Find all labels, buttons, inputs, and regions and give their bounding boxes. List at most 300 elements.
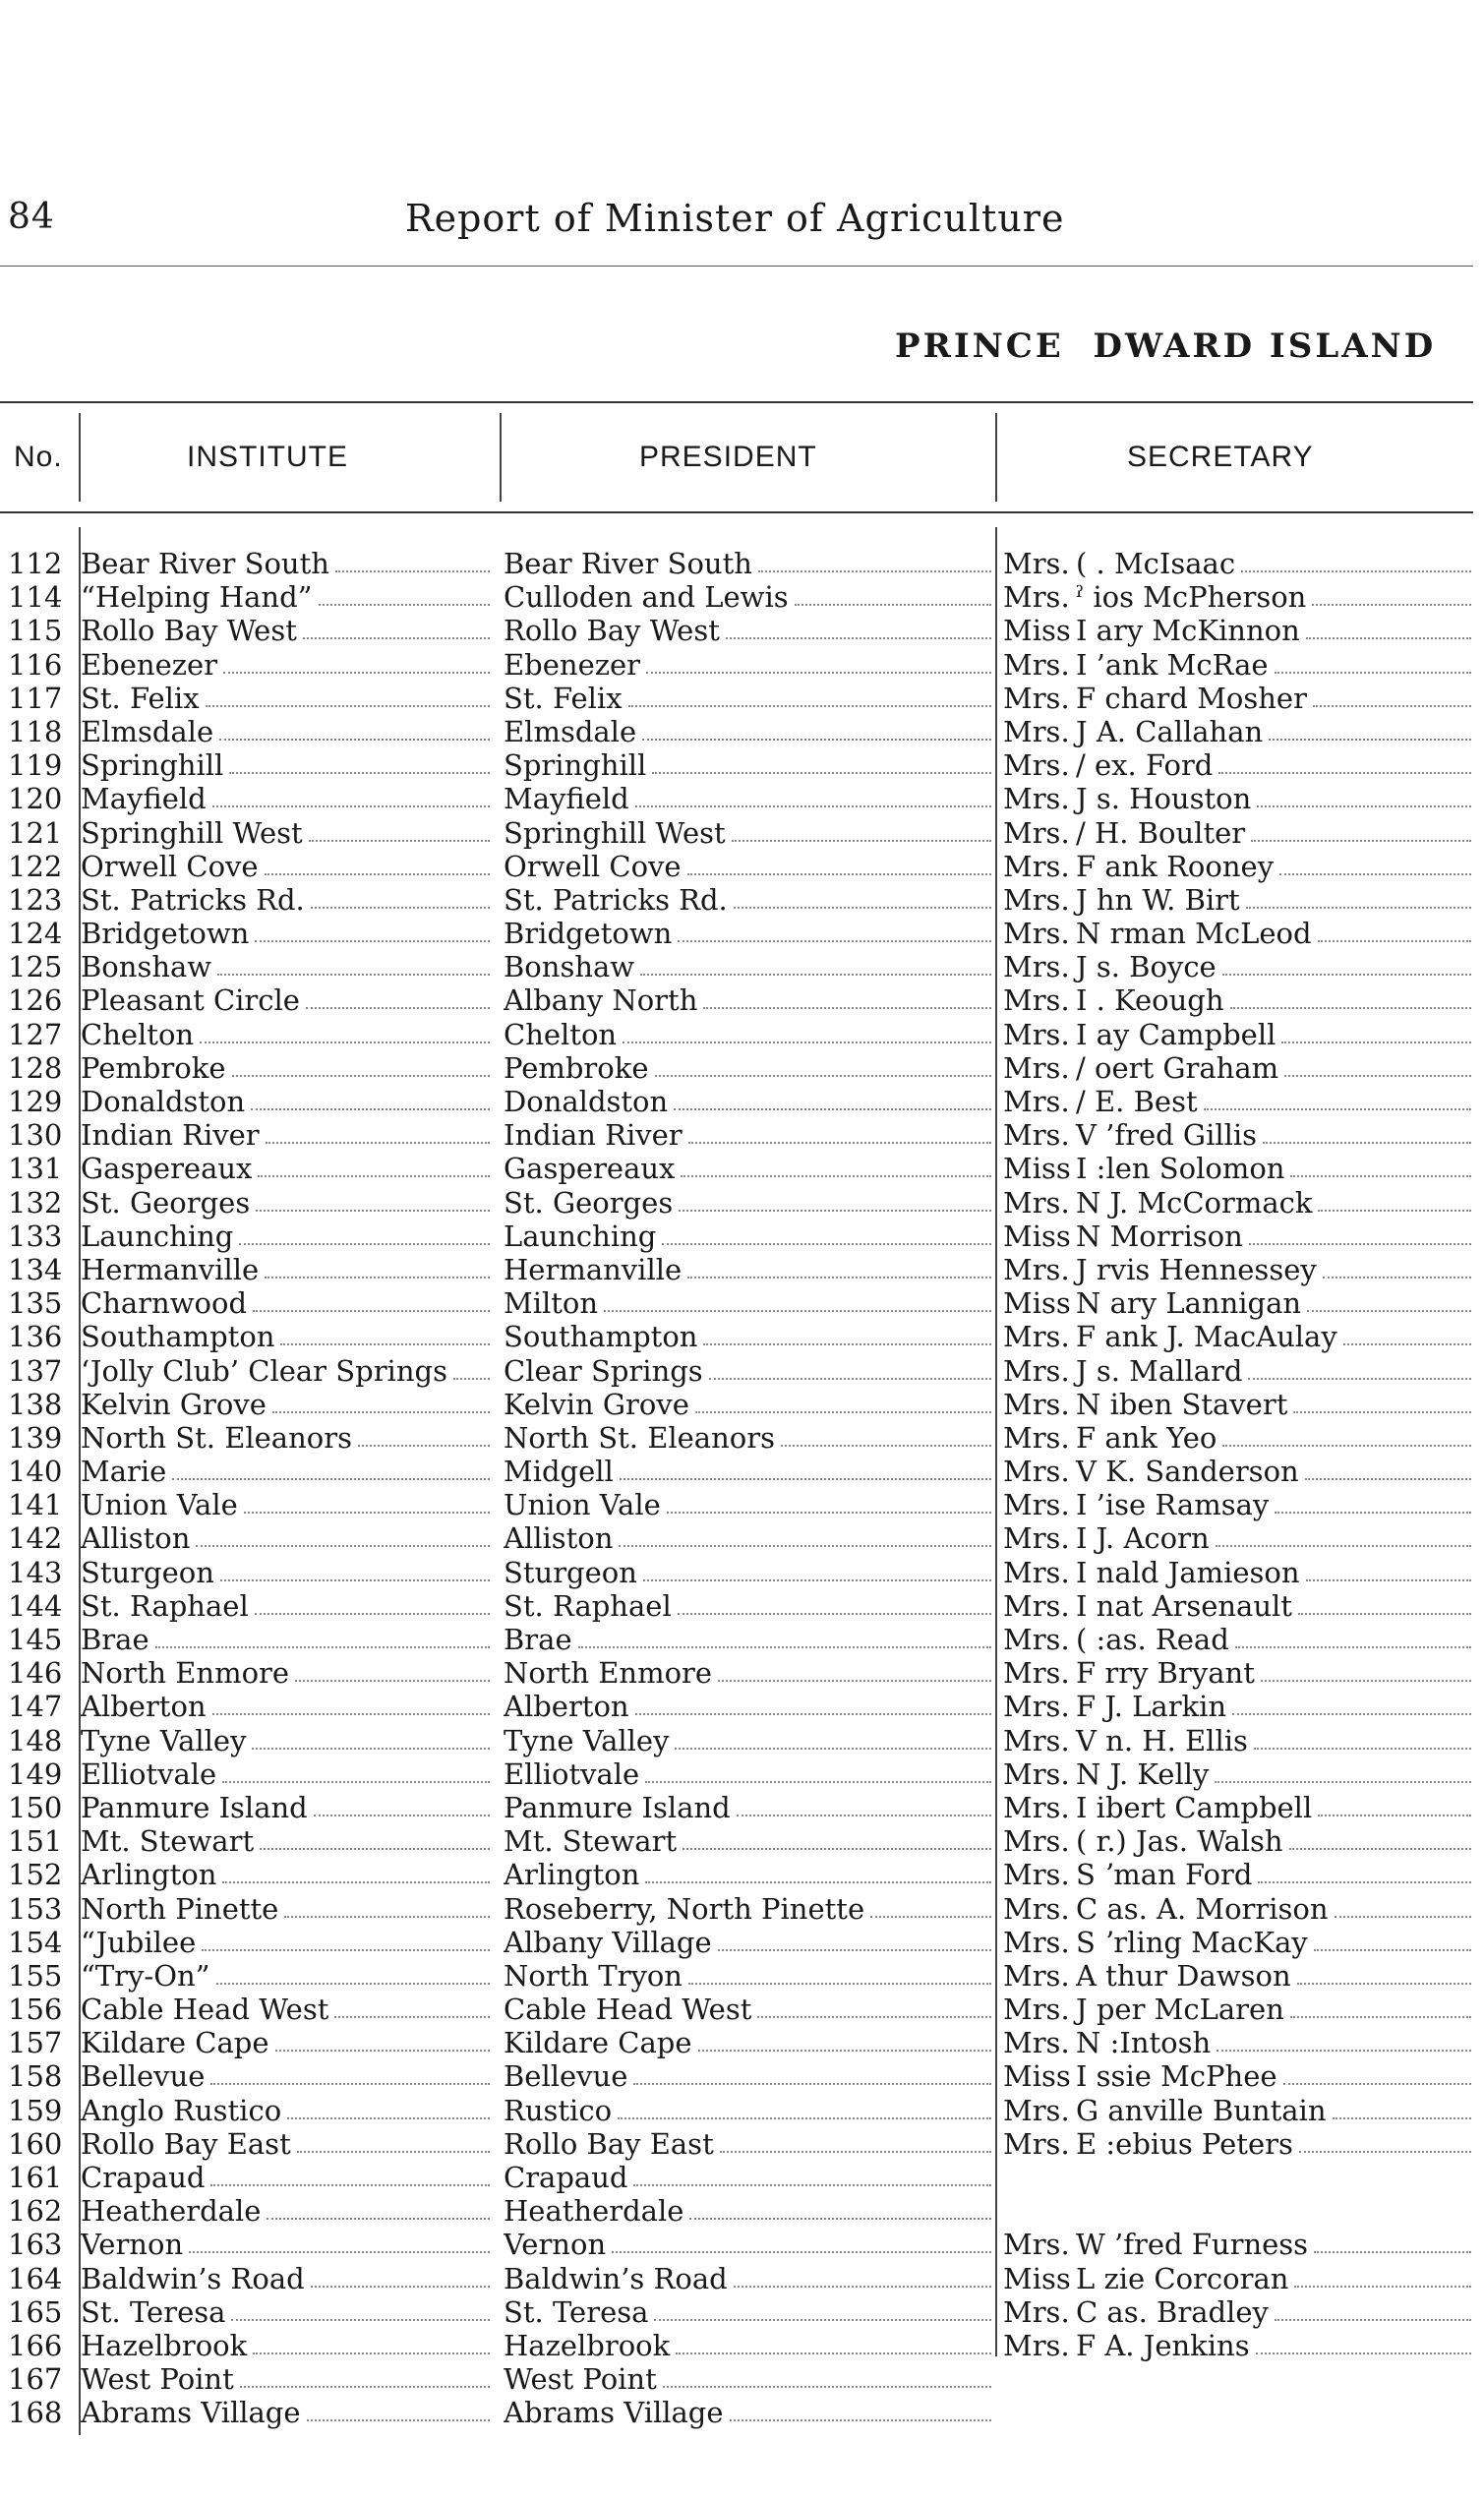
president-name bbox=[504, 1286, 995, 1320]
dot-leader bbox=[1299, 2151, 1471, 2153]
dot-leader bbox=[709, 1378, 991, 1380]
dot-leader bbox=[688, 1142, 991, 1144]
president-name bbox=[504, 1926, 995, 1959]
dot-leader bbox=[1257, 805, 1471, 807]
dot-leader bbox=[1204, 1108, 1471, 1110]
institute-name-text: Crapaud bbox=[81, 2161, 206, 2194]
dot-leader bbox=[1290, 1175, 1471, 1177]
row-number-text: 131 bbox=[8, 1152, 63, 1186]
row-number-text: 127 bbox=[8, 1017, 63, 1051]
dot-leader bbox=[202, 1949, 490, 1951]
dot-leader bbox=[267, 2218, 490, 2220]
table-row bbox=[0, 1354, 1484, 1388]
secretary-title: Mrs. bbox=[1003, 2126, 1070, 2161]
secretary-name bbox=[1003, 1354, 1475, 1388]
secretary-name-text: / ex. Ford bbox=[1076, 748, 1214, 783]
institute-name bbox=[81, 1220, 494, 1253]
institute-name bbox=[81, 614, 494, 647]
secretary-name bbox=[1003, 682, 1475, 715]
row-number bbox=[8, 1757, 75, 1791]
dot-leader bbox=[265, 1277, 490, 1279]
table-row bbox=[0, 2194, 1484, 2228]
dot-leader bbox=[453, 1378, 490, 1380]
institute-name bbox=[81, 748, 494, 782]
row-number-text: 164 bbox=[8, 2261, 63, 2295]
row-number bbox=[8, 1118, 75, 1152]
president-name bbox=[504, 1791, 995, 1824]
institute-table bbox=[0, 547, 1484, 2430]
header-rule bbox=[0, 266, 1473, 267]
secretary-title: Mrs. bbox=[1003, 714, 1070, 748]
president-name-text: St. Teresa bbox=[504, 2294, 649, 2329]
secretary-title: Mrs. bbox=[1003, 983, 1070, 1018]
secretary-title: Mrs. bbox=[1003, 917, 1070, 951]
table-row bbox=[0, 2228, 1484, 2261]
dot-leader bbox=[734, 2286, 991, 2288]
president-name bbox=[504, 950, 995, 983]
dot-leader bbox=[244, 1512, 490, 1514]
president-name-text: Cable Head West bbox=[504, 1993, 752, 2027]
dot-leader bbox=[795, 604, 991, 606]
dot-leader bbox=[1222, 974, 1471, 976]
president-name bbox=[504, 1824, 995, 1858]
president-name bbox=[504, 682, 995, 715]
row-number-text: 163 bbox=[8, 2228, 63, 2262]
dot-leader bbox=[758, 570, 991, 572]
dot-leader bbox=[642, 739, 991, 741]
president-name-text: Crapaud bbox=[504, 2161, 628, 2194]
institute-name bbox=[81, 950, 494, 983]
institute-name-text: Hazelbrook bbox=[81, 2328, 248, 2362]
row-number bbox=[8, 2026, 75, 2059]
table-row bbox=[0, 2329, 1484, 2362]
row-number-text: 132 bbox=[8, 1185, 63, 1220]
dot-leader bbox=[200, 1042, 490, 1043]
dot-leader bbox=[678, 940, 991, 942]
dot-leader bbox=[612, 2251, 991, 2253]
secretary-name bbox=[1003, 1791, 1475, 1824]
row-number-text: 126 bbox=[8, 983, 63, 1018]
secretary-name bbox=[1003, 2059, 1475, 2093]
dot-leader bbox=[1218, 772, 1471, 774]
dot-leader bbox=[688, 1983, 991, 1985]
secretary-title: Mrs. bbox=[1003, 1455, 1070, 1489]
dot-leader bbox=[210, 2083, 490, 2085]
column-header-rule bbox=[0, 511, 1473, 513]
secretary-title: Mrs. bbox=[1003, 849, 1070, 883]
president-name bbox=[504, 1488, 995, 1521]
institute-name bbox=[81, 1690, 494, 1723]
secretary-name-text: / oert Graham bbox=[1076, 1050, 1279, 1085]
secretary-name-text: N Morrison bbox=[1076, 1219, 1243, 1253]
president-name bbox=[504, 1220, 995, 1253]
president-name-text: St. Georges bbox=[504, 1185, 674, 1220]
secretary-title: Mrs. bbox=[1003, 1353, 1070, 1388]
dot-leader bbox=[272, 1411, 490, 1413]
secretary-title: Mrs. bbox=[1003, 1656, 1070, 1691]
secretary-name-text: I :len Solomon bbox=[1076, 1152, 1285, 1186]
row-number-text: 165 bbox=[8, 2294, 63, 2329]
institute-name bbox=[81, 883, 494, 917]
secretary-name-text: I ssie McPhee bbox=[1076, 2059, 1277, 2094]
president-name bbox=[504, 1858, 995, 1891]
row-number bbox=[8, 950, 75, 983]
secretary-name bbox=[1003, 2228, 1475, 2261]
president-name-text: Arlington bbox=[504, 1858, 640, 1892]
table-row bbox=[0, 983, 1484, 1017]
row-number bbox=[8, 2228, 75, 2261]
president-name-text: Pembroke bbox=[504, 1050, 649, 1085]
institute-name bbox=[81, 2161, 494, 2194]
dot-leader bbox=[698, 2050, 991, 2052]
secretary-name bbox=[1003, 1320, 1475, 1353]
dot-leader bbox=[229, 772, 490, 774]
president-name-text: Bear River South bbox=[504, 547, 752, 580]
dot-leader bbox=[1279, 873, 1471, 875]
dot-leader bbox=[703, 1007, 991, 1009]
dot-leader bbox=[718, 1949, 991, 1951]
table-row bbox=[0, 1690, 1484, 1723]
row-number-text: 140 bbox=[8, 1455, 63, 1489]
president-name-text: Panmure Island bbox=[504, 1790, 731, 1824]
row-number bbox=[8, 1421, 75, 1455]
secretary-name bbox=[1003, 1757, 1475, 1791]
secretary-name-text: I J. Acorn bbox=[1076, 1521, 1210, 1556]
column-header-institute: INSTITUTE bbox=[187, 441, 348, 473]
dot-leader bbox=[695, 1411, 991, 1413]
row-number bbox=[8, 1589, 75, 1623]
dot-leader bbox=[652, 772, 991, 774]
dot-leader bbox=[303, 637, 490, 639]
institute-name bbox=[81, 2396, 494, 2429]
president-name-text: Rollo Bay West bbox=[504, 614, 720, 648]
institute-name-text: Springhill bbox=[81, 748, 224, 783]
row-number-text: 116 bbox=[8, 647, 63, 682]
row-number bbox=[8, 1858, 75, 1891]
dot-leader bbox=[757, 2016, 991, 2018]
row-number bbox=[8, 1521, 75, 1555]
president-name bbox=[504, 883, 995, 917]
president-name-text: Mt. Stewart bbox=[504, 1824, 678, 1859]
institute-name bbox=[81, 1791, 494, 1824]
secretary-title: Mrs. bbox=[1003, 1858, 1070, 1892]
table-row bbox=[0, 2396, 1484, 2429]
table-row bbox=[0, 1220, 1484, 1253]
row-number-text: 135 bbox=[8, 1286, 63, 1321]
president-name bbox=[504, 1152, 995, 1185]
secretary-name bbox=[1003, 1656, 1475, 1690]
secretary-name bbox=[1003, 2262, 1475, 2295]
secretary-title: Mrs. bbox=[1003, 1085, 1070, 1118]
table-row bbox=[0, 2362, 1484, 2396]
secretary-title: Mrs. bbox=[1003, 1623, 1070, 1656]
table-row bbox=[0, 2127, 1484, 2161]
row-number-text: 162 bbox=[8, 2194, 63, 2229]
row-number-text: 138 bbox=[8, 1387, 63, 1421]
dot-leader bbox=[1275, 1512, 1471, 1514]
dot-leader bbox=[256, 1210, 490, 1212]
row-number bbox=[8, 1892, 75, 1926]
dot-leader bbox=[687, 873, 991, 875]
institute-name bbox=[81, 2362, 494, 2396]
dot-leader bbox=[1258, 1881, 1471, 1883]
institute-name bbox=[81, 1388, 494, 1421]
institute-name bbox=[81, 1286, 494, 1320]
row-number bbox=[8, 1488, 75, 1521]
secretary-name bbox=[1003, 648, 1475, 682]
president-name bbox=[504, 782, 995, 815]
column-header-president: PRESIDENT bbox=[639, 441, 817, 473]
row-number bbox=[8, 1926, 75, 1959]
president-name bbox=[504, 715, 995, 748]
row-number-text: 146 bbox=[8, 1656, 63, 1691]
secretary-title: Mrs. bbox=[1003, 815, 1070, 850]
secretary-name-text: J rvis Hennessey bbox=[1076, 1252, 1317, 1286]
dot-leader bbox=[307, 2419, 490, 2421]
president-name bbox=[504, 1656, 995, 1690]
secretary-name-text: J A. Callahan bbox=[1076, 714, 1264, 748]
secretary-name-text: S ʼman Ford bbox=[1076, 1858, 1253, 1892]
secretary-name-text: F chard Mosher bbox=[1076, 681, 1307, 715]
secretary-name-text: V K. Sanderson bbox=[1076, 1455, 1299, 1489]
dot-leader bbox=[870, 1916, 991, 1918]
president-name bbox=[504, 1118, 995, 1152]
dot-leader bbox=[681, 1175, 991, 1177]
secretary-name bbox=[1003, 1623, 1475, 1656]
dot-leader bbox=[1230, 1007, 1471, 1009]
row-number bbox=[8, 1388, 75, 1421]
president-name-text: Tyne Valley bbox=[504, 1723, 670, 1757]
dot-leader bbox=[674, 1108, 991, 1110]
secretary-name-text: L zie Corcoran bbox=[1076, 2261, 1289, 2295]
dot-leader bbox=[314, 1815, 490, 1816]
secretary-title: Mrs. bbox=[1003, 1790, 1070, 1824]
dot-leader bbox=[1254, 1748, 1471, 1750]
dot-leader bbox=[1251, 840, 1471, 842]
secretary-name-text: I nald Jamieson bbox=[1076, 1555, 1300, 1589]
row-number bbox=[8, 2094, 75, 2127]
row-number-text: 128 bbox=[8, 1050, 63, 1085]
table-row bbox=[0, 1455, 1484, 1488]
secretary-title: Miss bbox=[1003, 2059, 1071, 2094]
row-number-text: 136 bbox=[8, 1320, 63, 1354]
secretary-name-text: F rry Bryant bbox=[1076, 1656, 1255, 1691]
president-name bbox=[504, 917, 995, 950]
president-name bbox=[504, 1993, 995, 2026]
secretary-name bbox=[1003, 2295, 1475, 2329]
dot-leader bbox=[206, 705, 490, 707]
row-number bbox=[8, 816, 75, 850]
president-name bbox=[504, 983, 995, 1017]
dot-leader bbox=[212, 1713, 490, 1715]
institute-name-text: Vernon bbox=[81, 2228, 184, 2262]
dot-leader bbox=[678, 1613, 991, 1615]
dot-leader bbox=[1333, 2117, 1471, 2119]
secretary-name-text: N iben Stavert bbox=[1076, 1387, 1288, 1421]
president-name bbox=[504, 547, 995, 580]
institute-name bbox=[81, 1488, 494, 1521]
secretary-name bbox=[1003, 1993, 1475, 2026]
row-number-text: 117 bbox=[8, 681, 63, 715]
president-name bbox=[504, 1892, 995, 1926]
president-name-text: Chelton bbox=[504, 1017, 618, 1051]
table-row bbox=[0, 1959, 1484, 1993]
secretary-name bbox=[1003, 1858, 1475, 1891]
row-number-text: 144 bbox=[8, 1588, 63, 1623]
president-name bbox=[504, 2396, 995, 2429]
president-name-text: Hermanville bbox=[504, 1252, 683, 1286]
secretary-name-text: C as. A. Morrison bbox=[1076, 1891, 1329, 1926]
row-number bbox=[8, 2329, 75, 2362]
row-number bbox=[8, 2161, 75, 2194]
president-name-text: Heatherdale bbox=[504, 2194, 684, 2229]
institute-name bbox=[81, 2228, 494, 2261]
secretary-name-text: F J. Larkin bbox=[1076, 1690, 1227, 1724]
row-number-text: 148 bbox=[8, 1723, 63, 1757]
institute-name-text: “Try-On” bbox=[81, 1958, 210, 1993]
institute-name bbox=[81, 1926, 494, 1959]
institute-name-text: Cable Head West bbox=[81, 1993, 329, 2027]
institute-name bbox=[81, 1858, 494, 1891]
secretary-title: Mrs. bbox=[1003, 1252, 1070, 1286]
dot-leader bbox=[287, 2117, 490, 2119]
page-header bbox=[0, 197, 1484, 256]
dot-leader bbox=[683, 1848, 991, 1850]
table-row bbox=[0, 682, 1484, 715]
secretary-title: Mrs. bbox=[1003, 2294, 1070, 2329]
secretary-name-text: N ary Lannigan bbox=[1076, 1286, 1302, 1321]
table-row bbox=[0, 1757, 1484, 1791]
row-number bbox=[8, 1286, 75, 1320]
secretary-title: Mrs. bbox=[1003, 1050, 1070, 1085]
row-number bbox=[8, 2059, 75, 2093]
president-name bbox=[504, 1085, 995, 1118]
secretary-name bbox=[1003, 2094, 1475, 2127]
dot-leader bbox=[1343, 1343, 1471, 1345]
president-name bbox=[504, 850, 995, 883]
dot-leader bbox=[1290, 2016, 1471, 2018]
secretary-name bbox=[1003, 1824, 1475, 1858]
institute-name-text: Gaspereaux bbox=[81, 1152, 253, 1186]
secretary-title: Mrs. bbox=[1003, 647, 1070, 682]
president-name bbox=[504, 1623, 995, 1656]
institute-name-text: Sturgeon bbox=[81, 1555, 214, 1589]
secretary-title: Mrs. bbox=[1003, 1723, 1070, 1757]
dot-leader bbox=[1313, 705, 1471, 707]
institute-name-text: St. Georges bbox=[81, 1185, 251, 1220]
secretary-name bbox=[1003, 1488, 1475, 1521]
institute-name bbox=[81, 1018, 494, 1051]
institute-name-text: St. Raphael bbox=[81, 1588, 249, 1623]
dot-leader bbox=[1275, 672, 1471, 674]
dot-leader bbox=[645, 1781, 991, 1783]
secretary-name bbox=[1003, 748, 1475, 782]
row-number-text: 158 bbox=[8, 2059, 63, 2094]
dot-leader bbox=[578, 1646, 991, 1648]
dot-leader bbox=[737, 1815, 991, 1816]
secretary-name bbox=[1003, 883, 1475, 917]
president-name-text: North Enmore bbox=[504, 1656, 713, 1691]
dot-leader bbox=[620, 1478, 991, 1480]
secretary-name bbox=[1003, 1286, 1475, 1320]
row-number-text: 114 bbox=[8, 580, 63, 615]
table-row bbox=[0, 1320, 1484, 1353]
president-name-text: Rustico bbox=[504, 2093, 613, 2127]
dot-leader bbox=[255, 940, 490, 942]
institute-name bbox=[81, 1656, 494, 1690]
secretary-name bbox=[1003, 2329, 1475, 2362]
secretary-name-text: ( r.) Jas. Walsh bbox=[1076, 1824, 1283, 1859]
institute-name bbox=[81, 1051, 494, 1085]
president-name-text: Vernon bbox=[504, 2228, 607, 2262]
secretary-name-text: I ary McKinnon bbox=[1076, 614, 1300, 648]
president-name-text: North St. Eleanors bbox=[504, 1420, 775, 1455]
institute-name-text: Launching bbox=[81, 1219, 234, 1253]
secretary-name-text: I ’ank McRae bbox=[1076, 647, 1269, 682]
institute-name bbox=[81, 2262, 494, 2295]
president-name bbox=[504, 748, 995, 782]
dot-leader bbox=[255, 1613, 490, 1615]
president-name bbox=[504, 1354, 995, 1388]
institute-name bbox=[81, 682, 494, 715]
table-row bbox=[0, 748, 1484, 782]
dot-leader bbox=[635, 805, 991, 807]
institute-name-text: Elliotvale bbox=[81, 1756, 217, 1791]
dot-leader bbox=[210, 2184, 490, 2186]
table-row bbox=[0, 782, 1484, 815]
institute-name bbox=[81, 1724, 494, 1757]
president-name bbox=[504, 2161, 995, 2194]
institute-name bbox=[81, 1556, 494, 1589]
table-row bbox=[0, 1388, 1484, 1421]
president-name-text: Indian River bbox=[504, 1118, 683, 1153]
row-number-text: 161 bbox=[8, 2161, 63, 2194]
institute-name bbox=[81, 547, 494, 580]
institute-name-text: Kelvin Grove bbox=[81, 1387, 267, 1421]
president-name-text: Albany Village bbox=[504, 1925, 712, 1959]
secretary-title: Mrs. bbox=[1003, 1420, 1070, 1455]
secretary-title: Mrs. bbox=[1003, 950, 1070, 984]
table-row bbox=[0, 950, 1484, 983]
dot-leader bbox=[219, 739, 490, 741]
institute-name bbox=[81, 1959, 494, 1993]
institute-name bbox=[81, 1757, 494, 1791]
table-row bbox=[0, 1488, 1484, 1521]
page-number: 84 bbox=[8, 197, 55, 237]
row-number bbox=[8, 1051, 75, 1085]
institute-name bbox=[81, 1118, 494, 1152]
dot-leader bbox=[258, 1175, 490, 1177]
secretary-name bbox=[1003, 1556, 1475, 1589]
president-name-text: Abrams Village bbox=[504, 2396, 724, 2430]
table-row bbox=[0, 1186, 1484, 1220]
table-row bbox=[0, 2059, 1484, 2093]
institute-name bbox=[81, 1253, 494, 1286]
row-number-text: 129 bbox=[8, 1085, 63, 1118]
dot-leader bbox=[217, 974, 490, 976]
row-number bbox=[8, 1791, 75, 1824]
president-name bbox=[504, 1388, 995, 1421]
table-row bbox=[0, 2295, 1484, 2329]
dot-leader bbox=[1306, 1579, 1471, 1581]
institute-name-text: St. Patricks Rd. bbox=[81, 882, 305, 917]
secretary-name-text: A thur Dawson bbox=[1076, 1958, 1291, 1993]
secretary-name bbox=[1003, 816, 1475, 850]
institute-name bbox=[81, 2329, 494, 2362]
institute-name-text: Abrams Village bbox=[81, 2396, 301, 2430]
secretary-name-text: I ibert Campbell bbox=[1076, 1790, 1313, 1824]
secretary-title: Mrs. bbox=[1003, 2026, 1070, 2060]
